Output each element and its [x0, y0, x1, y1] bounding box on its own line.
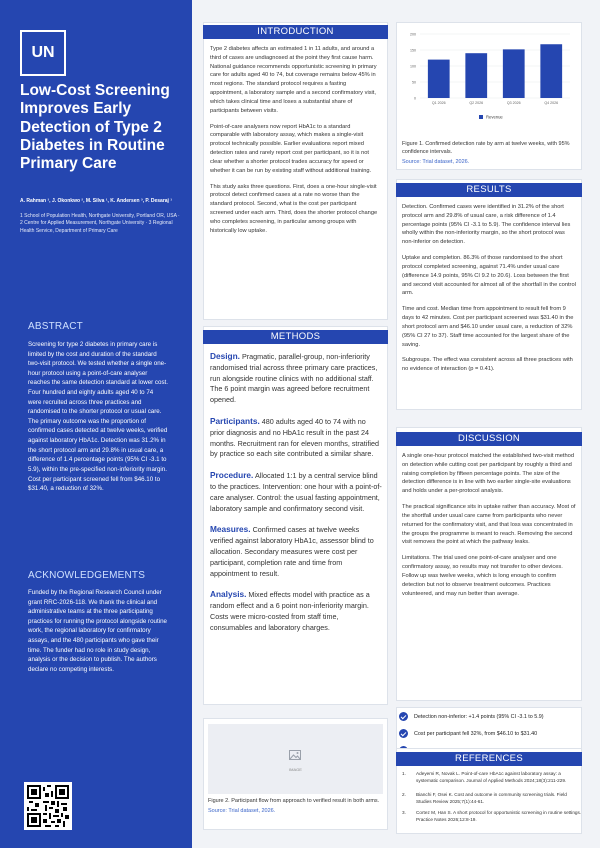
- methods-design: [210, 350, 382, 406]
- abstract-heading: ABSTRACT: [28, 321, 83, 332]
- acknowledgements-text: Funded by the Regional Research Council under grant RRC-2026-118. We thank the clinical and administrative teams at the three participating practices for running the protocol alongside routine work, the regional laboratory for confirmatory assays, and the 480 participants who gave their time. The funder had no role in study design, analysis or the decision to publish. The authors declare no competing interests.: [28, 589, 167, 673]
- bar: [503, 49, 525, 98]
- reference-text: Adeyemi R, Novak L. Point-of-care HbA1c against laboratory assay: a systematic comparison. Journal of Applied Methods 2024;18(3):211-229.: [416, 771, 567, 783]
- discussion-paragraph: The practical significance sits in uptake rather than accuracy. Most of the shortfall under usual care came from participants who never returned for the confirmatory visit, and that loss was concentrated in the groups the programme is meant to reach. Removing the second visit removes the point at which the pathway leaks.: [402, 504, 576, 546]
- qr-code-icon: [27, 785, 69, 827]
- x-tick-label: Q1 2026: [431, 101, 446, 105]
- x-tick-label: Q3 2026: [506, 101, 521, 105]
- introduction-paragraph: This study asks three questions. First, does a one-hour single-visit protocol detect confirmed cases at a rate no worse than the standard protocol. Second, what is the cost per participant screened under each arm. Third, does the shorter protocol change who completes screening, in particular among groups with historically low uptake.: [210, 183, 378, 234]
- check-icon: [399, 712, 408, 721]
- figure1-source: Source: Trial dataset, 2026.: [402, 158, 470, 165]
- reference-number: 2.: [402, 792, 406, 797]
- methods-label: Procedure.: [210, 470, 254, 481]
- methods-measures: [210, 523, 382, 579]
- acknowledgements-heading: ACKNOWLEDGEMENTS: [28, 570, 146, 581]
- y-tick-label: 200: [410, 32, 416, 37]
- affiliations: 1 School of Population Health, Northgate University, Portland OR, USA · 2 Centre for Applied Measurement, Northgate University · 3 Regional Health Service, Department of Primary Care: [20, 213, 180, 234]
- introduction-heading: INTRODUCTION: [203, 25, 388, 39]
- y-tick-label: 50: [412, 80, 416, 85]
- figure1-chart: [398, 26, 580, 126]
- methods-body: 480 adults aged 40 to 74 with no prior diagnosis and no HbA1c result in the past 24 months. Recruitment ran for eleven months, stratified by practice so each site contributed a similar share.: [210, 416, 379, 459]
- bar: [540, 44, 562, 98]
- figure1-caption: [402, 141, 578, 167]
- discussion-text: [402, 452, 577, 605]
- reference-item: [402, 810, 582, 824]
- image-placeholder-label: IMAGE: [289, 766, 302, 772]
- key-finding-text: Cost per participant fell 32%, from $46.10 to $31.40: [414, 730, 538, 737]
- methods-body: Pragmatic, parallel-group, non-inferiority randomised trial across three primary care practices, run alongside routine clinics with no additional staff. The 6 point margin was agreed before recruitment opened.: [210, 352, 378, 405]
- results-paragraph: Time and cost. Median time from appointment to result fell from 9 days to 42 minutes. Cost per participant screened was $31.40 in the short protocol arm and $46.10 under usual care, a reduction of 32% (95% CI 27 to 37). Staff time accounted for the largest share of the saving.: [402, 306, 574, 348]
- methods-label: Measures.: [210, 524, 251, 535]
- x-tick-label: Q2 2026: [469, 101, 484, 105]
- references-heading: REFERENCES: [396, 752, 582, 766]
- methods-body: Confirmed cases at twelve weeks verified against laboratory HbA1c, assessor blind to allocation. Secondary measures were cost per participant, completion rate and time from appointment to result.: [210, 525, 374, 578]
- methods-label: Analysis.: [210, 589, 247, 600]
- check-icon: [399, 729, 408, 738]
- introduction-paragraph: Point-of-care analysers now report HbA1c to a standard comparable with laboratory assay, which makes a single-visit protocol technically possible. Earlier evaluations report mixed detection rates and rarely report cost per participant, so it is not clear whether a shorter protocol trades accuracy for speed or whether it can be run by existing staff without additional training.: [210, 123, 372, 174]
- reference-text: Cortez M, Han S. A short protocol for opportunistic screening in routine settings. Practice Notes 2026;12:8-19.: [416, 810, 582, 822]
- introduction-text: [210, 45, 380, 243]
- methods-heading: METHODS: [203, 330, 388, 344]
- results-paragraph: Detection. Confirmed cases were identified in 31.2% of the short protocol arm and 29.8% of usual care, a risk difference of 1.4 percentage points (95% CI -3.1 to 5.9). The confidence interval lies wholly within the non-inferiority margin, so the short protocol was non-inferior on detection.: [402, 204, 571, 246]
- key-finding-text: Detection non-inferior: +1.4 points (95% CI -3.1 to 5.9): [414, 713, 544, 720]
- methods-text: [210, 350, 382, 643]
- key-finding: [399, 712, 544, 721]
- discussion-heading: DISCUSSION: [396, 432, 582, 446]
- y-tick-label: 150: [410, 48, 416, 53]
- methods-analysis: [210, 588, 382, 633]
- methods-label: Design.: [210, 351, 240, 361]
- bar: [428, 60, 450, 98]
- figure2-image-placeholder: [208, 724, 383, 794]
- reference-item: [402, 792, 582, 806]
- figure2-source: Source: Trial dataset, 2026.: [208, 807, 276, 814]
- results-paragraph: Subgroups. The effect was consistent across all three practices with no evidence of interaction (p = 0.41).: [402, 357, 573, 373]
- y-tick-label: 100: [410, 64, 416, 69]
- figure2-caption: [208, 798, 386, 816]
- figure1-caption-text: Figure 1. Confirmed detection rate by arm at twelve weeks, with 95% confidence intervals.: [402, 141, 570, 155]
- reference-text: Bianchi F, Osei K. Cost and outcome in community screening trials. Field Studies Review 2025;7(1):44-61.: [416, 792, 567, 804]
- abstract-text: Screening for type 2 diabetes in primary care is limited by the cost and duration of the standard two-visit protocol. We tested whether a single one-hour protocol using a point-of-care analyser reaches the same detection standard at lower cost. Four hundred and eighty adults aged 40 to 74 were recruited across three practices and randomised to the shorter protocol or usual care. The primary outcome was the proportion of confirmed cases detected at twelve weeks, verified against laboratory HbA1c. Detection was 31.2% in the short protocol arm and 29.8% in usual care, a difference of 1.4 percentage points (95% CI -3.1 to 5.9), within the pre-specified non-inferiority margin. Cost per participant screened fell from $46.10 to $31.40, a reduction of 32%.: [28, 341, 168, 493]
- results-heading: RESULTS: [396, 183, 582, 197]
- image-icon: [289, 750, 301, 760]
- results-text: [402, 203, 577, 381]
- x-tick-label: Q4 2026: [544, 101, 559, 105]
- introduction-paragraph: Type 2 diabetes affects an estimated 1 in 11 adults, and around a third of cases are undiagnosed at the point they first cause harm. National guidance recommends opportunistic screening in primary care for adults aged 40 to 74, but coverage remains below 45% in most regions. The standard protocol requires a fasting appointment, a laboratory sample and a second confirmatory visit, which takes clinical time and loses a substantial share of participants between visits.: [210, 46, 377, 114]
- figure2-caption-text: Figure 2. Participant flow from approach to verified result in both arms.: [208, 798, 380, 804]
- reference-item: [402, 771, 582, 785]
- methods-participants: [210, 415, 382, 460]
- bar: [465, 53, 487, 98]
- discussion-paragraph: A single one-hour protocol matched the established two-visit method on detection while cutting cost per participant by roughly a third and raising completion by fifteen percentage points. The size of the detection difference is in line with two earlier single-site evaluations and holds under a per-protocol analysis.: [402, 453, 574, 495]
- legend-swatch: [479, 115, 483, 119]
- reference-number: 1.: [402, 771, 406, 776]
- key-finding: [399, 729, 537, 738]
- qr-code[interactable]: [24, 782, 72, 830]
- poster-title: Low-Cost Screening Improves Early Detection of Type 2 Diabetes in Routine Primary Care: [20, 82, 170, 173]
- reference-number: 3.: [402, 810, 406, 815]
- image-placeholder: [289, 747, 302, 772]
- sidebar: [0, 0, 192, 848]
- methods-body: Allocated 1:1 by a central service blind to the practices. Intervention: one hour with a point-of-care analyser. Control: the usual fasting appointment, laboratory sample and confirmatory second visit.: [210, 471, 382, 513]
- legend-label: Revenue: [486, 114, 503, 120]
- authors: A. Rahman ¹, J. Okonkwo ², M. Silva ¹, K. Andersen ³, P. Desaraj ¹: [20, 198, 172, 204]
- results-paragraph: Uptake and completion. 86.3% of those randomised to the short protocol completed screening, against 71.4% under usual care (difference 14.9 points, 95% CI 9.2 to 20.6). Loss between the first and second visit accounted for almost all of the shortfall in the control arm.: [402, 255, 576, 297]
- methods-label: Participants.: [210, 415, 260, 426]
- y-tick-label: 0: [414, 96, 416, 101]
- methods-procedure: [210, 469, 382, 514]
- discussion-paragraph: Limitations. The trial used one point-of-care analyser and one confirmatory assay, so results may not transfer to other devices. Follow up was twelve weeks, which is long enough to confirm detection but not to observe treatment outcomes. Practices volunteered, and may run better than average.: [402, 555, 563, 597]
- logo: UN: [20, 30, 66, 76]
- methods-body: Mixed effects model with practice as a random effect and a 6 point non-inferiority margin. Costs were micro-costed from staff time, consumables and laboratory charges.: [210, 590, 370, 632]
